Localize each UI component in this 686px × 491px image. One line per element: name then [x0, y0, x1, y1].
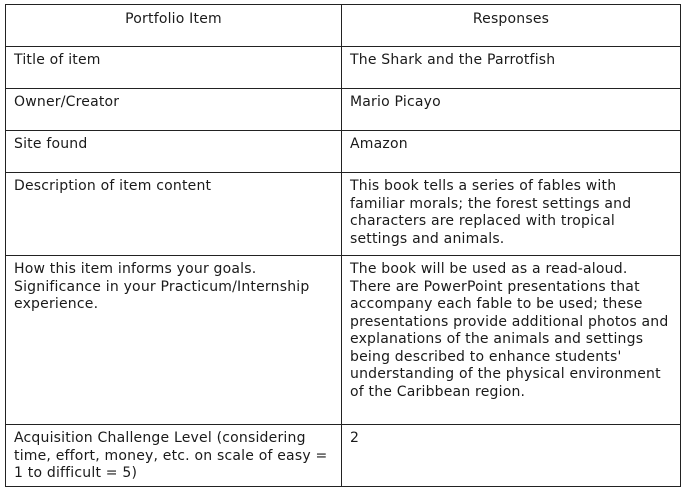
- portfolio-table: [5, 4, 681, 487]
- item-cell: Site found: [6, 131, 342, 173]
- response-cell: Mario Picayo: [342, 89, 681, 131]
- response-cell: Amazon: [342, 131, 681, 173]
- table-row-owner: [6, 89, 681, 131]
- column-header-responses: Responses: [342, 5, 681, 47]
- item-cell: Acquisition Challenge Level (considering time, effort, money, etc. on scale of easy = 1 to difficult = 5): [6, 425, 342, 487]
- column-header-portfolio-item: Portfolio Item: [6, 5, 342, 47]
- table-row-description: [6, 173, 681, 256]
- table-row-goals: [6, 256, 681, 425]
- table-row-challenge-level: [6, 425, 681, 487]
- response-cell: The Shark and the Parrotfish: [342, 47, 681, 89]
- item-cell: How this item informs your goals. Significance in your Practicum/Internship experience.: [6, 256, 342, 425]
- table-header-row: [6, 5, 681, 47]
- response-cell: This book tells a series of fables with familiar morals; the forest settings and characters are replaced with tropical settings and animals.: [342, 173, 681, 256]
- response-cell: The book will be used as a read-aloud. There are PowerPoint presentations that accompany each fable to be used; these presentations provide additional photos and explanations of the animals and settings being described to enhance students' understanding of the physical environment of the Caribbean region.: [342, 256, 681, 425]
- item-cell: Owner/Creator: [6, 89, 342, 131]
- table-row-site: [6, 131, 681, 173]
- item-cell: Title of item: [6, 47, 342, 89]
- response-cell: 2: [342, 425, 681, 487]
- item-cell: Description of item content: [6, 173, 342, 256]
- table-row-title: [6, 47, 681, 89]
